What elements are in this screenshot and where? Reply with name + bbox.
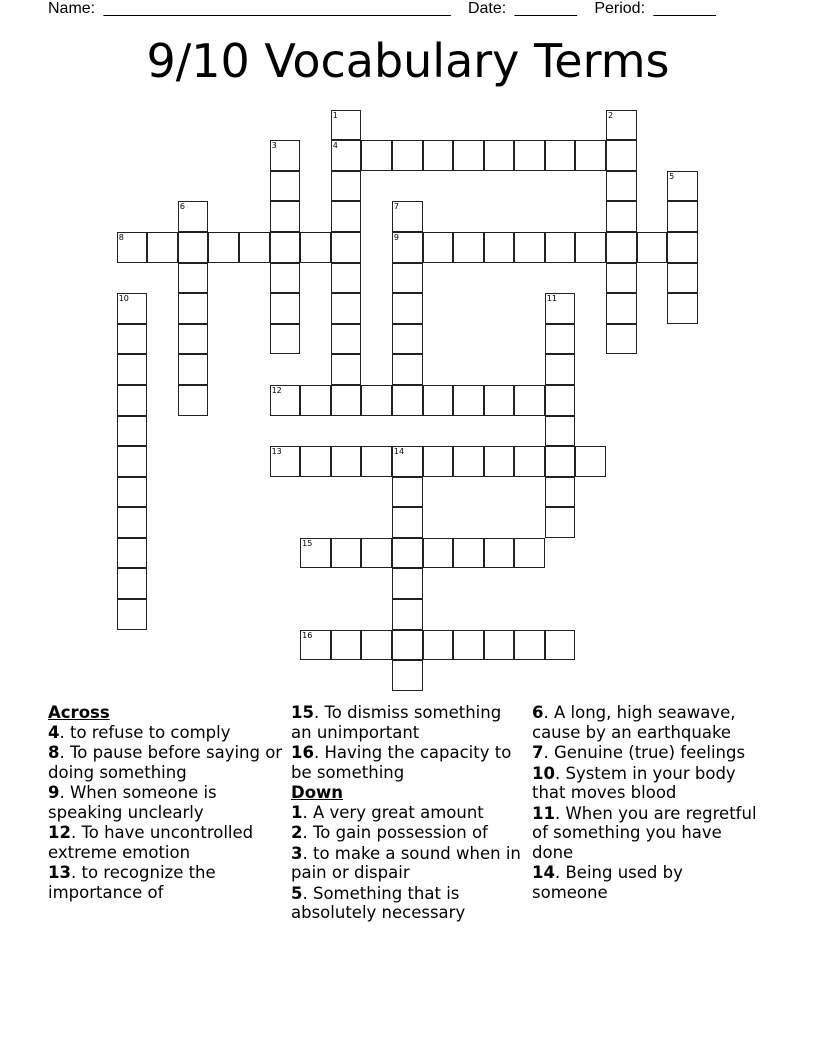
clue-text: To gain possession of (312, 823, 488, 842)
crossword-cell[interactable] (423, 630, 454, 661)
clue-text: System in your body that moves blood (532, 763, 736, 802)
across-clue: 15. To dismiss something an unimportant (291, 703, 502, 742)
clue-num: 6 (532, 703, 544, 722)
crossword-cell[interactable] (117, 416, 148, 447)
crossword-cell[interactable] (453, 630, 484, 661)
period-field[interactable]: _______ (653, 0, 716, 17)
crossword-cell[interactable] (270, 232, 301, 263)
crossword-cell[interactable] (239, 232, 270, 263)
clue-number: 8 (118, 233, 124, 243)
crossword-cell[interactable] (453, 446, 484, 477)
crossword-cell[interactable] (331, 446, 362, 477)
crossword-cell[interactable] (484, 232, 515, 263)
crossword-cell[interactable] (117, 385, 148, 416)
crossword-cell[interactable] (423, 140, 454, 171)
clue-num: 15 (291, 703, 314, 722)
crossword-cell[interactable] (392, 568, 423, 599)
crossword-cell[interactable] (147, 232, 178, 263)
crossword-cell[interactable] (270, 446, 301, 477)
clue-text: To have uncontrolled extreme emotion (48, 823, 254, 862)
crossword-cell[interactable] (606, 263, 637, 294)
crossword-cell[interactable] (117, 293, 148, 324)
crossword-cell[interactable] (545, 354, 576, 385)
clue-number: 4 (332, 141, 338, 151)
crossword-cell[interactable] (331, 110, 362, 141)
across-clue: 16. Having the capacity to be something (291, 743, 512, 782)
clue-number: 11 (546, 294, 557, 304)
crossword-cell[interactable] (270, 293, 301, 324)
clue-number: 16 (302, 630, 313, 640)
crossword-cell[interactable] (606, 201, 637, 232)
crossword-cell[interactable] (606, 110, 637, 141)
crossword-cell[interactable] (331, 140, 362, 171)
clue-text: A very great amount (312, 802, 484, 822)
crossword-cell[interactable] (514, 538, 545, 569)
crossword-cell[interactable] (392, 385, 423, 416)
crossword-cell[interactable] (453, 232, 484, 263)
crossword-cell[interactable] (484, 630, 515, 661)
clue-num: 10 (532, 763, 555, 783)
date-field[interactable]: _______ (514, 0, 577, 17)
crossword-cell[interactable] (545, 385, 576, 416)
crossword-cell[interactable] (667, 232, 698, 263)
crossword-cell[interactable] (117, 568, 148, 599)
crossword-cell[interactable] (514, 140, 545, 171)
clue-num: 12 (48, 823, 71, 842)
clue-text: To dismiss something an unimportant (291, 703, 502, 742)
crossword-cell[interactable] (606, 140, 637, 171)
across-clue: 4. to refuse to comply (48, 722, 231, 742)
crossword-cell[interactable] (392, 232, 423, 263)
crossword-cell[interactable] (545, 140, 576, 171)
down-clue: 6. A long, high seawave, cause by an earthquake (532, 703, 736, 742)
crossword-cell[interactable] (392, 599, 423, 630)
crossword-cell[interactable] (423, 385, 454, 416)
crossword-cell[interactable] (575, 232, 606, 263)
crossword-cell[interactable] (300, 385, 331, 416)
clue-number: 13 (271, 447, 282, 457)
crossword-cell[interactable] (270, 201, 301, 232)
across-clue: 12. To have uncontrolled extreme emotion (48, 823, 254, 862)
down-clue: 11. When you are regretful of something you have done (532, 803, 757, 862)
clue-number: 1 (332, 110, 338, 120)
crossword-cell[interactable] (453, 385, 484, 416)
down-clue: 3. to make a sound when in pain or dispair (291, 843, 521, 882)
down-clue: 14. Being used by someone (532, 863, 683, 902)
clue-num: 16 (291, 743, 314, 762)
crossword-cell[interactable] (392, 538, 423, 569)
clue-num: 1 (291, 802, 303, 822)
crossword-cell[interactable] (392, 507, 423, 538)
crossword-cell[interactable] (545, 477, 576, 508)
crossword-cell[interactable] (667, 263, 698, 294)
down-clue: 5. Something that is absolutely necessary (291, 883, 466, 922)
clue-num: 4 (48, 722, 60, 742)
clue-column-2 (291, 703, 526, 924)
crossword-cell[interactable] (117, 538, 148, 569)
clue-number: 14 (393, 447, 405, 457)
crossword-cell[interactable] (392, 660, 423, 691)
crossword-cell[interactable] (208, 232, 239, 263)
crossword-cell[interactable] (514, 385, 545, 416)
clue-num: 7 (532, 743, 544, 762)
clue-number: 2 (607, 110, 614, 120)
crossword-cell[interactable] (392, 201, 423, 232)
crossword-cell[interactable] (361, 140, 392, 171)
clue-text: When someone is speaking unclearly (48, 783, 217, 822)
crossword-cell[interactable] (392, 140, 423, 171)
down-clue: 2. To gain possession of (291, 823, 488, 842)
clue-num: 3 (291, 843, 303, 863)
crossword-cell[interactable] (361, 446, 392, 477)
clue-num: 11 (532, 803, 555, 823)
clue-text: To pause before saying or doing something (48, 743, 283, 782)
crossword-cell[interactable] (331, 171, 362, 202)
crossword-cell[interactable] (545, 446, 576, 477)
crossword-cell[interactable] (178, 385, 209, 416)
clue-text: Genuine (true) feelings (553, 743, 746, 762)
clue-num: 5 (291, 883, 303, 903)
name-field[interactable]: _______________________________________ (103, 0, 451, 17)
across-heading: Across (48, 703, 110, 722)
crossword-cell[interactable] (484, 140, 515, 171)
down-clue: 10. System in your body that moves blood (532, 763, 736, 802)
crossword-cell[interactable] (392, 263, 423, 294)
down-heading: Down (291, 783, 344, 802)
crossword-cell[interactable] (331, 354, 362, 385)
clue-text: to make a sound when in pain or dispair (291, 843, 521, 882)
date-label: Date: (467, 0, 507, 17)
crossword-cell[interactable] (178, 201, 209, 232)
across-clue: 13. to recognize the importance of (48, 863, 216, 902)
crossword-cell[interactable] (606, 324, 637, 355)
crossword-cell[interactable] (300, 232, 331, 263)
page-title: 9/10 Vocabulary Terms (146, 34, 670, 88)
student-info-line (48, 0, 720, 18)
clue-num: 8 (48, 743, 60, 762)
clue-text: A long, high seawave, cause by an earthquake (532, 703, 736, 742)
crossword-cell[interactable] (117, 232, 148, 263)
crossword-cell[interactable] (545, 416, 576, 447)
crossword-cell[interactable] (514, 630, 545, 661)
clue-text: to refuse to comply (69, 722, 231, 742)
crossword-cell[interactable] (667, 171, 698, 202)
crossword-cell[interactable] (423, 232, 454, 263)
clue-number: 12 (271, 385, 282, 395)
crossword-cell[interactable] (178, 263, 209, 294)
crossword-cell[interactable] (270, 324, 301, 355)
crossword-cell[interactable] (453, 140, 484, 171)
clue-column-3 (532, 703, 762, 903)
crossword-cell[interactable] (667, 293, 698, 324)
crossword-cell[interactable] (423, 538, 454, 569)
crossword-cell[interactable] (270, 140, 301, 171)
crossword-cell[interactable] (117, 446, 148, 477)
crossword-cell[interactable] (178, 354, 209, 385)
crossword-cell[interactable] (392, 293, 423, 324)
crossword-cell[interactable] (178, 324, 209, 355)
crossword-cell[interactable] (514, 232, 545, 263)
crossword-cell[interactable] (361, 630, 392, 661)
crossword-cell[interactable] (484, 538, 515, 569)
clue-num: 9 (48, 783, 60, 802)
crossword-cell[interactable] (545, 293, 576, 324)
clue-text: Being used by someone (532, 863, 683, 902)
crossword-cell[interactable] (606, 232, 637, 263)
clue-number: 10 (118, 294, 129, 304)
crossword-cell[interactable] (545, 232, 576, 263)
crossword-cell[interactable] (331, 630, 362, 661)
crossword-cell[interactable] (484, 446, 515, 477)
name-label: Name: (48, 0, 96, 17)
crossword-cell[interactable] (606, 171, 637, 202)
clue-number: 9 (393, 233, 400, 243)
down-clue: 1. A very great amount (291, 802, 484, 822)
crossword-cell[interactable] (117, 599, 148, 630)
crossword-cell[interactable] (392, 354, 423, 385)
crossword-cell[interactable] (270, 385, 301, 416)
crossword-cell[interactable] (545, 630, 576, 661)
crossword-cell[interactable] (575, 140, 606, 171)
crossword-cell[interactable] (392, 477, 423, 508)
clue-num: 14 (532, 863, 555, 882)
crossword-cell[interactable] (331, 385, 362, 416)
clue-text: to recognize the importance of (48, 863, 216, 902)
crossword-cell[interactable] (361, 538, 392, 569)
crossword-cell[interactable] (514, 446, 545, 477)
crossword-cell[interactable] (575, 446, 606, 477)
clue-num: 2 (291, 823, 303, 842)
crossword-cell[interactable] (178, 293, 209, 324)
clue-text: Having the capacity to be something (291, 743, 512, 782)
clue-text: Something that is absolutely necessary (291, 883, 466, 922)
crossword-cell[interactable] (667, 201, 698, 232)
crossword-cell[interactable] (331, 232, 362, 263)
crossword-cell[interactable] (361, 385, 392, 416)
crossword-cell[interactable] (545, 507, 576, 538)
crossword-cell[interactable] (117, 354, 148, 385)
crossword-cell[interactable] (606, 293, 637, 324)
down-clue: 7. Genuine (true) feelings (532, 743, 746, 762)
clue-text: When you are regretful of something you have done (532, 803, 757, 862)
crossword-cell[interactable] (331, 324, 362, 355)
clue-number: 6 (179, 202, 185, 212)
crossword-cell[interactable] (300, 538, 331, 569)
across-clue: 9. When someone is speaking unclearly (48, 783, 217, 822)
crossword-cell[interactable] (117, 507, 148, 538)
crossword-cell[interactable] (392, 630, 423, 661)
crossword-cell[interactable] (392, 446, 423, 477)
crossword-cell[interactable] (270, 263, 301, 294)
crossword-cell[interactable] (270, 171, 301, 202)
crossword-cell[interactable] (331, 538, 362, 569)
clue-number: 3 (271, 141, 277, 151)
crossword-cell[interactable] (331, 293, 362, 324)
crossword-cell[interactable] (331, 201, 362, 232)
crossword-cell[interactable] (178, 232, 209, 263)
crossword-cell[interactable] (331, 263, 362, 294)
period-label: Period: (594, 0, 646, 17)
clue-number: 15 (302, 538, 313, 548)
clue-number: 5 (669, 171, 675, 181)
crossword-cell[interactable] (392, 324, 423, 355)
clue-column-1 (48, 703, 283, 903)
crossword-cell[interactable] (117, 477, 148, 508)
across-clue: 8. To pause before saying or doing something (48, 743, 283, 782)
crossword-cell[interactable] (637, 232, 668, 263)
crossword-cell[interactable] (453, 538, 484, 569)
crossword-cell[interactable] (545, 324, 576, 355)
crossword-cell[interactable] (484, 385, 515, 416)
crossword-cell[interactable] (300, 630, 331, 661)
crossword-cell[interactable] (300, 446, 331, 477)
clue-number: 7 (393, 202, 400, 212)
crossword-cell[interactable] (423, 446, 454, 477)
crossword-cell[interactable] (117, 324, 148, 355)
clue-num: 13 (48, 863, 71, 882)
